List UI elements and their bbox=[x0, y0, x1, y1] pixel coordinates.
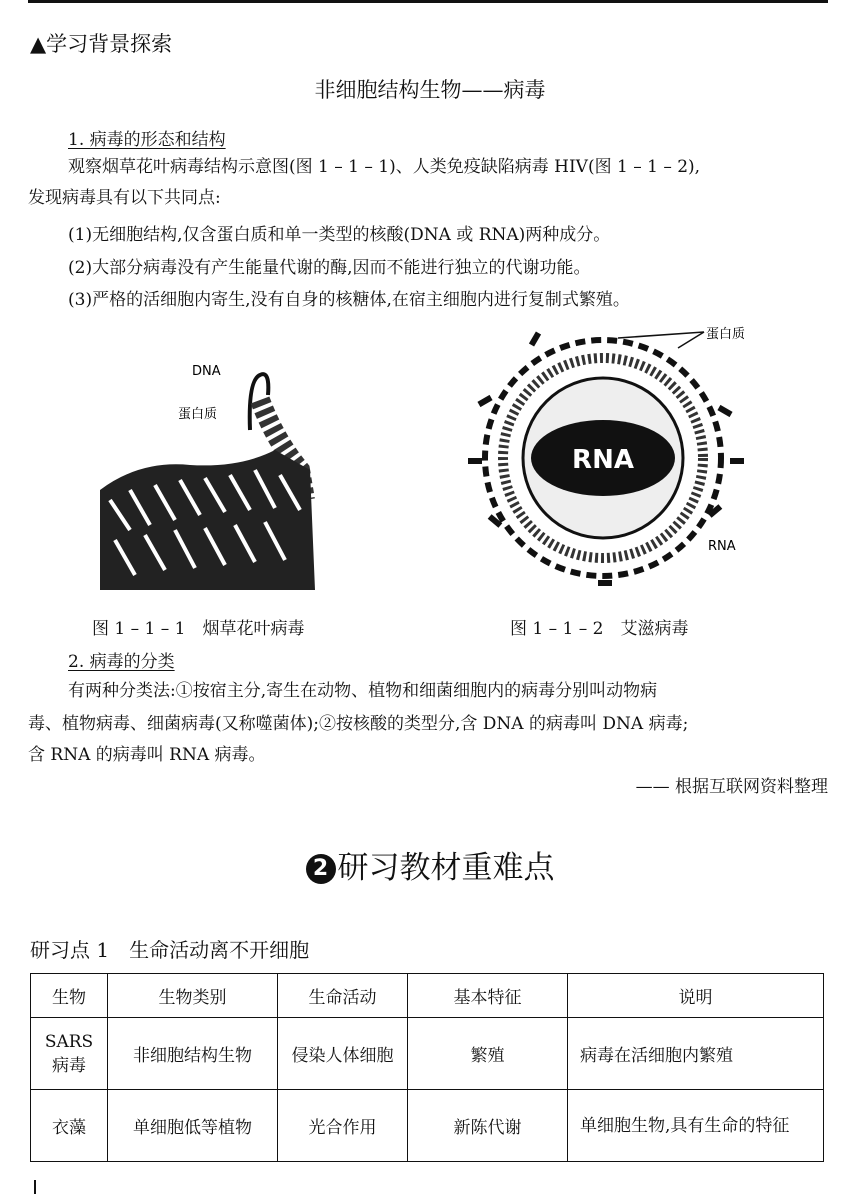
rna-label: RNA bbox=[708, 539, 736, 554]
table-header: 生命活动 bbox=[278, 974, 408, 1018]
paragraph-line: 含 RNA 的病毒叫 RNA 病毒。 bbox=[28, 745, 266, 765]
table-cell: 非细胞结构生物 bbox=[108, 1018, 278, 1090]
point-2: (2)大部分病毒没有产生能量代谢的酶,因而不能进行独立的代谢功能。 bbox=[68, 258, 591, 278]
paragraph-line: 毒、植物病毒、细菌病毒(又称噬菌体);②按核酸的类型分,含 DNA 的病毒叫 DNA 病毒; bbox=[28, 714, 689, 734]
table-cell: 光合作用 bbox=[278, 1090, 408, 1162]
protein-label: 蛋白质 bbox=[706, 327, 746, 342]
chapter-heading-text: 研习教材重难点 bbox=[337, 850, 555, 886]
table-row bbox=[31, 1090, 824, 1162]
table-cell: 新陈代谢 bbox=[408, 1090, 568, 1162]
table-cell: 侵染人体细胞 bbox=[278, 1018, 408, 1090]
chapter-heading bbox=[0, 842, 860, 887]
top-rule bbox=[28, 0, 828, 3]
life-activity-table bbox=[30, 973, 824, 1162]
point-3: (3)严格的活细胞内寄生,没有自身的核糖体,在宿主细胞内进行复制式繁殖。 bbox=[68, 290, 630, 310]
figure-caption-1: 图 1 – 1 – 1 烟草花叶病毒 bbox=[92, 619, 305, 639]
table-header: 生物类别 bbox=[108, 974, 278, 1018]
study-point-title: 研习点 1 生命活动离不开细胞 bbox=[30, 938, 310, 962]
paragraph-line: 发现病毒具有以下共同点: bbox=[28, 188, 221, 208]
paragraph-line: 观察烟草花叶病毒结构示意图(图 1 – 1 – 1)、人类免疫缺陷病毒 HIV(图 1 – 1 – 2), bbox=[68, 157, 701, 177]
table-row bbox=[31, 1018, 824, 1090]
table-header-row bbox=[31, 974, 824, 1018]
heading-number-badge: 2 bbox=[306, 854, 336, 884]
table-cell: 单细胞生物,具有生命的特征 bbox=[568, 1090, 824, 1162]
subheading-morphology: 1. 病毒的形态和结构 bbox=[68, 130, 226, 150]
subheading-classification: 2. 病毒的分类 bbox=[68, 652, 175, 672]
dna-label: DNA bbox=[192, 364, 221, 379]
core-rna-label: RNA bbox=[572, 445, 634, 475]
table-cell: 单细胞低等植物 bbox=[108, 1090, 278, 1162]
figure-caption-2: 图 1 – 1 – 2 艾滋病毒 bbox=[510, 619, 689, 639]
table-header: 说明 bbox=[568, 974, 824, 1018]
table-cell: SARS 病毒 bbox=[31, 1018, 108, 1090]
table-cell: 繁殖 bbox=[408, 1018, 568, 1090]
table-header: 基本特征 bbox=[408, 974, 568, 1018]
tobacco-mosaic-virus-figure bbox=[100, 340, 410, 590]
section-heading: ▲学习背景探索 bbox=[30, 32, 173, 56]
article-title: 非细胞结构生物——病毒 bbox=[314, 78, 546, 102]
paragraph-line: 有两种分类法:①按宿主分,寄生在动物、植物和细菌细胞内的病毒分别叫动物病 bbox=[68, 681, 658, 701]
table-cell: 病毒在活细胞内繁殖 bbox=[568, 1018, 824, 1090]
table-header: 生物 bbox=[31, 974, 108, 1018]
point-1: (1)无细胞结构,仅含蛋白质和单一类型的核酸(DNA 或 RNA)两种成分。 bbox=[68, 225, 611, 245]
source-note: —— 根据互联网资料整理 bbox=[635, 777, 828, 797]
protein-label: 蛋白质 bbox=[178, 407, 218, 422]
table-cell: 衣藻 bbox=[31, 1090, 108, 1162]
hiv-virus-figure bbox=[468, 318, 758, 590]
